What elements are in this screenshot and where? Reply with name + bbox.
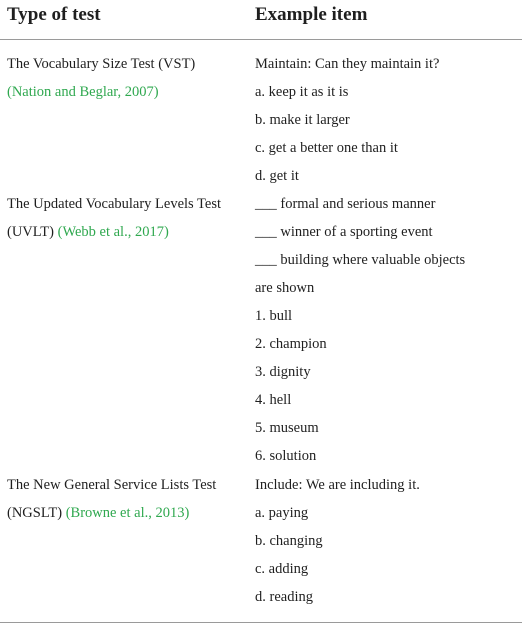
test-name-prefix: (UVLT) [7, 224, 58, 240]
item-stem: ___ winner of a sporting event [255, 224, 433, 240]
item-option: 2. champion [255, 336, 327, 352]
test-name-prefix: (NGSLT) [7, 505, 66, 521]
item-option: a. paying [255, 505, 309, 521]
item-stem: ___ formal and serious manner [255, 196, 436, 212]
item-option: d. reading [255, 589, 313, 605]
item-option: b. changing [255, 533, 323, 549]
item-stem: Maintain: Can they maintain it? [255, 56, 440, 72]
citation-link[interactable]: (Browne et al., 2013) [65, 505, 190, 521]
item-stem: are shown [255, 280, 315, 296]
item-option: c. adding [255, 561, 309, 577]
item-stem: Include: We are including it. [255, 477, 420, 493]
test-name: The Updated Vocabulary Levels Test [7, 196, 222, 212]
test-name: The Vocabulary Size Test (VST) [7, 56, 196, 72]
test-name-line2 [7, 222, 169, 242]
citation-link[interactable]: (Nation and Beglar, 2007) [7, 84, 159, 100]
item-option: 3. dignity [255, 364, 311, 380]
test-name-line2 [7, 82, 159, 102]
citation-link[interactable]: (Webb et al., 2017) [57, 224, 169, 240]
item-stem: ___ building where valuable objects [255, 252, 466, 268]
test-name: The New General Service Lists Test [7, 477, 217, 493]
test-name-line2 [7, 503, 189, 523]
item-option: 6. solution [255, 448, 317, 464]
footer-rule [0, 622, 522, 623]
item-option: a. keep it as it is [255, 84, 349, 100]
item-option: 5. museum [255, 420, 319, 436]
item-option: b. make it larger [255, 112, 350, 128]
header-example-item: Example item [255, 4, 368, 25]
item-option: c. get a better one than it [255, 140, 398, 156]
item-option: 1. bull [255, 308, 293, 324]
item-option: 4. hell [255, 392, 292, 408]
header-rule [0, 39, 522, 40]
header-type-of-test: Type of test [7, 4, 101, 25]
item-option: d. get it [255, 168, 299, 184]
